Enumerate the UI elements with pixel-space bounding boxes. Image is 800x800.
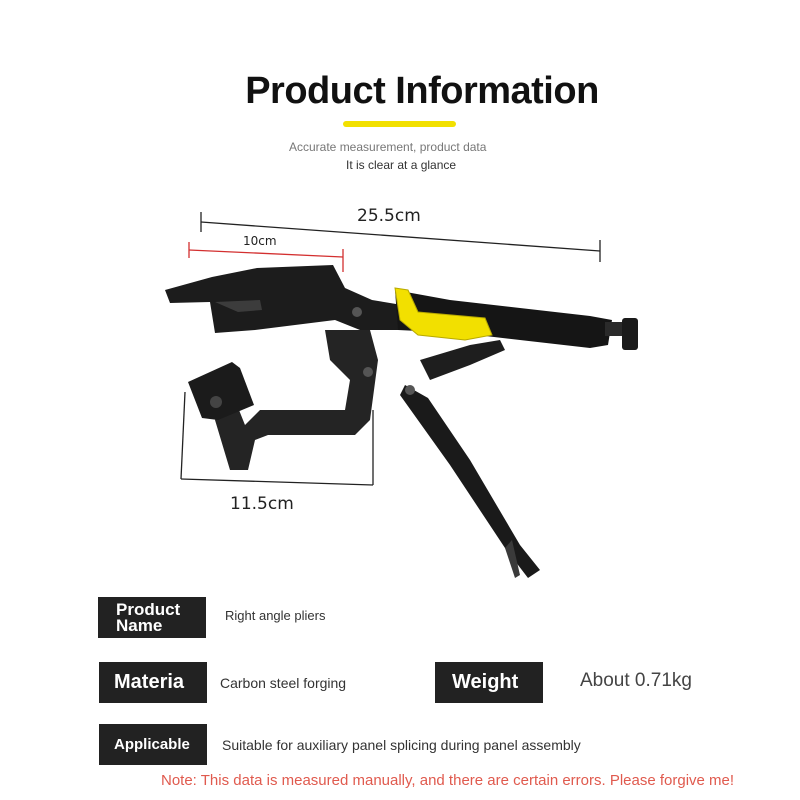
title-underline	[343, 121, 456, 127]
weight-value: About 0.71kg	[580, 670, 692, 691]
page-title: Product Information	[245, 70, 599, 112]
measurement-note: Note: This data is measured manually, and there are certain errors. Please forgive me!	[161, 772, 735, 789]
product-name-value: Right angle pliers	[225, 608, 326, 623]
product-name-label: Product Name	[116, 599, 181, 635]
adjustment-knob	[622, 318, 638, 350]
subtitle-line-2: It is clear at a glance	[346, 158, 457, 172]
material-value: Carbon steel forging	[220, 675, 347, 691]
jaw-length-label: 10cm	[243, 234, 277, 248]
swivel-pad	[188, 362, 254, 420]
overall-length-label: 25.5cm	[357, 206, 421, 226]
subtitle-line-1: Accurate measurement, product data	[289, 140, 487, 154]
material-label: Materia	[114, 671, 185, 693]
pliers-illustration	[0, 190, 800, 590]
release-lever	[420, 340, 505, 380]
lower-handle	[400, 385, 540, 578]
applicable-value: Suitable for auxiliary panel splicing during panel assembly	[222, 737, 581, 753]
weight-label: Weight	[452, 671, 519, 693]
product-name-label-box	[98, 597, 206, 638]
weight-label-box	[435, 662, 543, 703]
applicable-label-box	[99, 724, 207, 765]
applicable-label: Applicable	[114, 736, 190, 753]
throat-depth-label: 11.5cm	[230, 494, 294, 514]
material-label-box	[99, 662, 207, 703]
upper-jaw-plate	[165, 265, 402, 333]
